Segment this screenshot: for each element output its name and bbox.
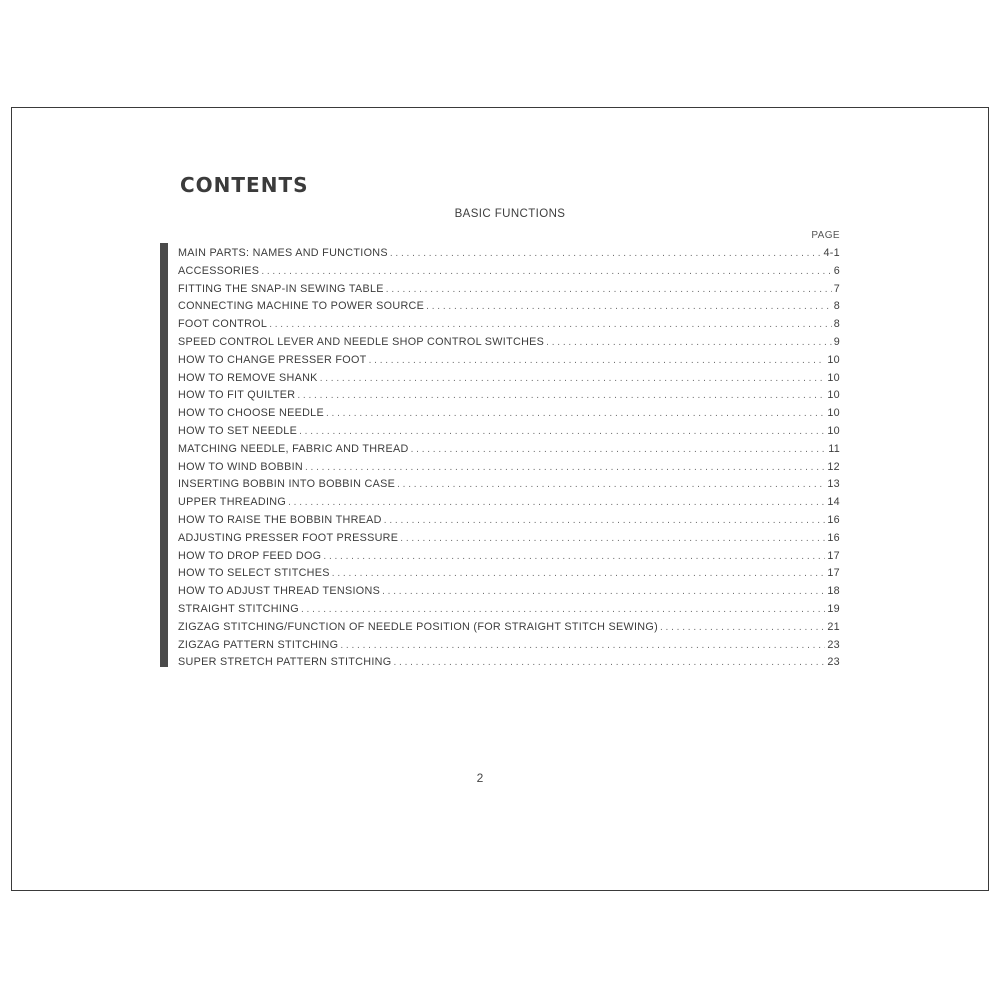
toc-entry-page: 21 (827, 620, 840, 633)
toc-entry-title: HOW TO ADJUST THREAD TENSIONS (178, 585, 381, 598)
toc-entry-title: HOW TO SELECT STITCHES (178, 567, 330, 580)
toc-entry-title: ACCESSORIES (178, 264, 260, 277)
toc-entry-page: 10 (827, 353, 840, 366)
toc-entry-title: HOW TO CHANGE PRESSER FOOT (178, 353, 367, 366)
toc-entry (178, 461, 840, 479)
page-number: 2 (476, 771, 484, 785)
toc-entry (178, 621, 840, 639)
toc-entry-title: HOW TO RAISE THE BOBBIN THREAD (178, 513, 382, 526)
toc-leader-dots (400, 533, 825, 544)
toc-leader-dots (369, 355, 826, 366)
toc-entry-title: HOW TO FIT QUILTER (178, 389, 296, 402)
toc-leader-dots (301, 604, 825, 615)
toc-entry-title: MATCHING NEEDLE, FABRIC AND THREAD (178, 442, 409, 455)
toc-entry-title: HOW TO DROP FEED DOG (178, 549, 322, 562)
toc-leader-dots (288, 497, 825, 508)
toc-entry-title: HOW TO WIND BOBBIN (178, 460, 303, 473)
toc-entry-title: FOOT CONTROL (178, 318, 268, 331)
toc-entry (178, 478, 840, 496)
toc-leader-dots (411, 444, 827, 455)
toc-leader-dots (305, 462, 825, 473)
toc-entry-page: 19 (827, 602, 840, 615)
toc-entry-page: 8 (833, 300, 840, 313)
toc-leader-dots (384, 515, 826, 526)
toc-entry (178, 389, 840, 407)
toc-entry-page: 23 (827, 638, 840, 651)
toc-entry-page: 12 (827, 460, 840, 473)
toc-entry-page: 10 (827, 389, 840, 402)
toc-leader-dots (426, 301, 832, 312)
toc-leader-dots (340, 640, 825, 651)
toc-entry-title: UPPER THREADING (178, 496, 287, 509)
toc-entry (178, 496, 840, 514)
toc-entry-page: 4-1 (823, 247, 840, 259)
toc-leader-dots (299, 426, 825, 437)
toc-leader-dots (546, 337, 832, 348)
toc-entry-page: 14 (827, 496, 840, 509)
toc-entry (178, 283, 840, 301)
toc-entry-page: 18 (827, 585, 840, 598)
toc-entry-title: HOW TO REMOVE SHANK (178, 371, 318, 384)
toc-entry (178, 550, 840, 568)
toc-entry-page: 16 (827, 513, 840, 526)
toc-leader-dots (397, 479, 825, 490)
page-column-header: PAGE (811, 230, 840, 241)
toc-entry-title: SPEED CONTROL LEVER AND NEEDLE SHOP CONTROL SWITCHES (178, 335, 545, 348)
toc-leader-dots (269, 319, 832, 330)
toc-leader-dots (386, 284, 832, 295)
table-of-contents (178, 247, 840, 674)
toc-entry-page: 6 (833, 264, 840, 277)
toc-entry-title: HOW TO SET NEEDLE (178, 424, 298, 437)
toc-entry-page: 10 (827, 424, 840, 437)
toc-entry-title: FITTING THE SNAP-IN SEWING TABLE (178, 282, 384, 295)
toc-entry-page: 9 (833, 335, 840, 348)
toc-entry-page: 17 (827, 567, 840, 580)
toc-entry (178, 372, 840, 390)
toc-leader-dots (320, 373, 826, 384)
toc-entry-page: 23 (827, 656, 840, 669)
toc-entry-page: 16 (827, 531, 840, 544)
page-title: CONTENTS (180, 173, 309, 197)
toc-leader-dots (297, 390, 825, 401)
toc-leader-dots (393, 657, 825, 668)
toc-leader-dots (390, 248, 822, 259)
toc-leader-dots (332, 568, 826, 579)
toc-entry (178, 265, 840, 283)
toc-entry-title: ZIGZAG PATTERN STITCHING (178, 638, 339, 651)
toc-entry (178, 407, 840, 425)
toc-entry-title: SUPER STRETCH PATTERN STITCHING (178, 656, 392, 669)
toc-entry (178, 354, 840, 372)
toc-leader-dots (660, 622, 825, 633)
toc-entry-title: HOW TO CHOOSE NEEDLE (178, 407, 324, 420)
toc-entry-title: ADJUSTING PRESSER FOOT PRESSURE (178, 531, 399, 544)
section-heading: BASIC FUNCTIONS (454, 208, 566, 220)
toc-entry-title: ZIGZAG STITCHING/FUNCTION OF NEEDLE POSITION (FOR STRAIGHT STITCH SEWING) (178, 620, 658, 633)
toc-entry-page: 10 (827, 371, 840, 384)
toc-entry (178, 514, 840, 532)
toc-entry (178, 639, 840, 657)
toc-entry (178, 318, 840, 336)
toc-entry (178, 300, 840, 318)
toc-entry-title: CONNECTING MACHINE TO POWER SOURCE (178, 300, 425, 313)
toc-entry (178, 247, 840, 265)
toc-entry-title: MAIN PARTS: NAMES AND FUNCTIONS (178, 247, 388, 259)
toc-entry-title: STRAIGHT STITCHING (178, 602, 299, 615)
toc-entry-page: 17 (827, 549, 840, 562)
toc-entry (178, 567, 840, 585)
toc-entry (178, 336, 840, 354)
toc-leader-dots (326, 408, 825, 419)
toc-entry (178, 443, 840, 461)
toc-entry-page: 7 (833, 282, 840, 295)
toc-entry (178, 656, 840, 674)
section-marker-bar (160, 243, 168, 667)
toc-entry-title: INSERTING BOBBIN INTO BOBBIN CASE (178, 478, 396, 491)
toc-entry-page: 13 (827, 478, 840, 491)
toc-entry (178, 585, 840, 603)
toc-leader-dots (323, 551, 825, 562)
toc-entry (178, 425, 840, 443)
toc-entry-page: 10 (827, 407, 840, 420)
toc-entry (178, 532, 840, 550)
toc-leader-dots (382, 586, 825, 597)
toc-entry-page: 11 (828, 442, 840, 455)
toc-entry (178, 603, 840, 621)
toc-leader-dots (261, 266, 831, 277)
toc-entry-page: 8 (833, 318, 840, 331)
